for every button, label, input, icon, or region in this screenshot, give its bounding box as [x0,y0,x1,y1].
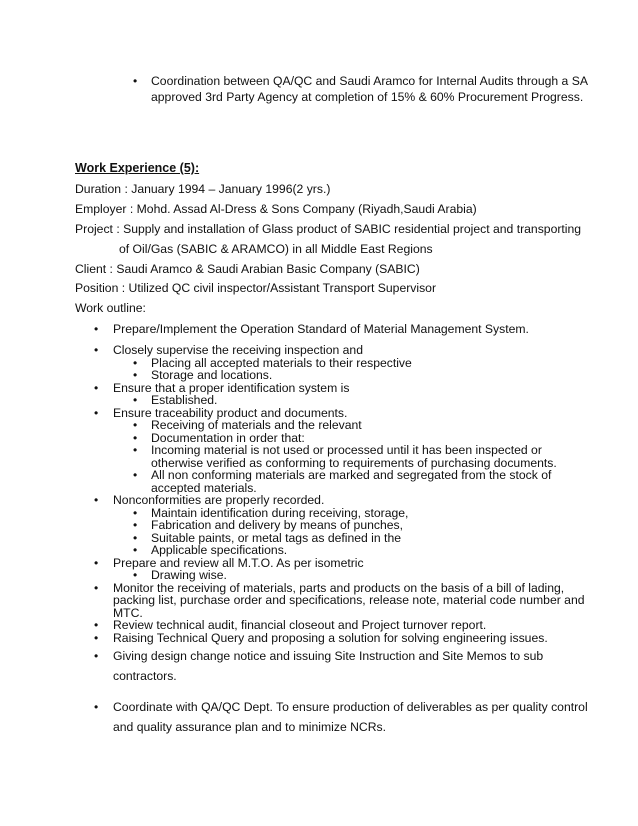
outline-item: contractors. [113,669,177,683]
position-line: Position : Utilized QC civil inspector/Assistant Transport Supervisor [75,281,437,295]
outline-item: Raising Technical Query and proposing a solution for solving engineering issues. [113,631,548,645]
outline-item: Monitor the receiving of materials, parts and products on the basis of a bill of lading, [113,581,565,595]
bullet-marker: • [133,74,138,88]
outline-item: Giving design change notice and issuing Site Instruction and Site Memos to sub [113,649,544,663]
outline-item: packing list, purchase order and specifications, release note, material code number and [113,593,585,607]
outline-subitem: Receiving of materials and the relevant [151,418,362,432]
project-line-1: Project : Supply and installation of Glass product of SABIC residential project and transporting [75,222,582,236]
outline-item: Ensure that a proper identification system is [113,381,350,395]
work-outline-label: Work outline: [75,301,146,315]
bullet-marker: • [133,443,138,457]
outline-subitem: Established. [151,393,218,407]
outline-subitem: Storage and locations. [151,368,273,382]
bullet-marker: • [94,631,99,645]
bullet-marker: • [133,506,138,520]
outline-item: and quality assurance plan and to minimize NCRs. [113,720,386,734]
outline-item: Nonconformities are properly recorded. [113,493,325,507]
bullet-marker: • [133,418,138,432]
outline-item: Prepare and review all M.T.O. As per isometric [113,556,364,570]
bullet-marker: • [133,568,138,582]
bullet-marker: • [94,649,99,663]
bullet-marker: • [133,393,138,407]
outline-subitem: Documentation in order that: [151,431,305,445]
bullet-marker: • [133,543,138,557]
outline-subitem: Maintain identification during receiving, storage, [151,506,409,520]
outline-item: Closely supervise the receiving inspection and [113,343,363,357]
outline-subitem: Incoming material is not used or processed until it has been inspected or [151,443,542,457]
bullet-marker: • [94,493,99,507]
outline-item: Coordinate with QA/QC Dept. To ensure production of deliverables as per quality control [113,700,588,714]
outline-subitem: accepted materials. [151,481,257,495]
employer-line: Employer : Mohd. Assad Al-Dress & Sons Company (Riyadh,Saudi Arabia) [75,202,477,216]
bullet-marker: • [94,322,99,336]
bullet-marker: • [133,431,138,445]
project-line-2: of Oil/Gas (SABIC & ARAMCO) in all Middle East Regions [119,242,433,256]
bullet-marker: • [133,531,138,545]
outline-subitem: otherwise verified as conforming to requirements of purchasing documents. [151,456,557,470]
bullet-marker: • [94,618,99,632]
top-bullet-line-2: approved 3rd Party Agency at completion of 15% & 60% Procurement Progress. [151,90,584,104]
outline-subitem: Fabrication and delivery by means of punches, [151,518,404,532]
bullet-marker: • [94,556,99,570]
bullet-marker: • [94,381,99,395]
outline-item: Ensure traceability product and documents. [113,406,348,420]
bullet-marker: • [133,368,138,382]
outline-subitem: Applicable specifications. [151,543,288,557]
outline-item: MTC. [113,606,143,620]
client-line: Client : Saudi Aramco & Saudi Arabian Basic Company (SABIC) [75,262,420,276]
bullet-marker: • [133,468,138,482]
bullet-marker: • [94,406,99,420]
bullet-marker: • [94,700,99,714]
outline-subitem: Drawing wise. [151,568,227,582]
outline-subitem: Suitable paints, or metal tags as defined in the [151,531,401,545]
bullet-marker: • [133,518,138,532]
bullet-marker: • [94,343,99,357]
outline-subitem: Placing all accepted materials to their respective [151,356,412,370]
outline-item: Prepare/Implement the Operation Standard of Material Management System. [113,322,529,336]
bullet-marker: • [133,356,138,370]
top-bullet-line-1: Coordination between QA/QC and Saudi Aramco for Internal Audits through a SA [151,74,588,88]
bullet-marker: • [94,581,99,595]
outline-item: Review technical audit, financial closeout and Project turnover report. [113,618,487,632]
section-heading: Work Experience (5): [75,161,200,175]
duration-line: Duration : January 1994 – January 1996(2 yrs.) [75,182,331,196]
outline-subitem: All non conforming materials are marked and segregated from the stock of [151,468,552,482]
